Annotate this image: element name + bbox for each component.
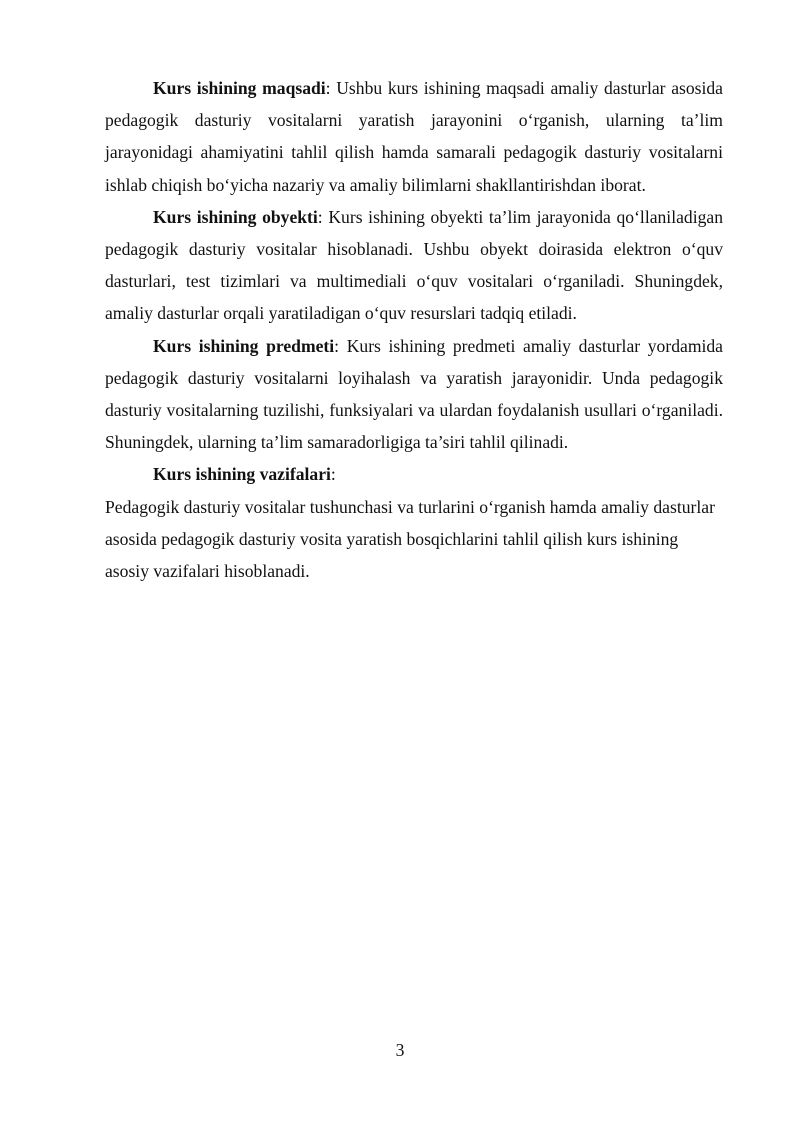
page-number: 3 <box>395 1040 405 1060</box>
page-content <box>105 72 723 587</box>
paragraph-goal <box>105 72 723 201</box>
paragraph-goal-separator: : <box>325 78 331 98</box>
paragraph-tasks-text: Pedagogik dasturiy vositalar tushunchasi va turlarini o‘rganish hamda amaliy dasturlar asosida pedagogik dasturiy vosita yaratish bosqichlarini tahlil qilish kurs ishining asosiy vazifalari hisoblanadi. <box>105 496 715 582</box>
paragraph-goal-heading: Kurs ishining maqsadi <box>153 78 326 98</box>
paragraph-object-heading: Kurs ishining obyekti <box>153 206 318 227</box>
paragraph-subject-separator: : <box>334 335 340 356</box>
paragraph-goal-text: Ushbu kurs ishining maqsadi amaliy dasturlar asosida pedagogik dasturiy vositalarni yaratish jarayonini o‘rganish, ularning ta’lim jarayonidagi ahamiyatini tahlil qilish hamda samarali pedagogik dasturiy vositalarni ishlab chiqish bo‘yicha nazariy va amaliy bilimlarni shakllantirishdan iborat. <box>105 78 723 195</box>
paragraph-tasks-heading: Kurs ishining vazifalari <box>153 464 331 485</box>
paragraph-object-separator: : <box>317 206 323 227</box>
paragraph-subject-heading: Kurs ishining predmeti <box>153 335 335 356</box>
paragraph-object-text: Kurs ishining obyekti ta’lim jarayonida qo‘llaniladigan pedagogik dasturiy vositalar hisoblanadi. Ushbu obyekt doirasida elektron o‘quv dasturlari, test tizimlari va multimediali o‘quv vositalari o‘rganiladi. Shuningdek, amaliy dasturlar orqali yaratiladigan o‘quv resurslari tadqiq etiladi. <box>105 206 723 324</box>
paragraph-subject <box>105 330 723 459</box>
paragraph-subject-text: Kurs ishining predmeti amaliy dasturlar yordamida pedagogik dasturiy vositalarni loyihalash va yaratish jarayonidir. Unda pedagogik dasturiy vositalarning tuzilishi, funksiyalari va ulardan foydalanish usullari o‘rganiladi. Shuningdek, ularning ta’lim samaradorligiga ta’siri tahlil qilinadi. <box>105 335 723 453</box>
paragraph-object <box>105 201 723 330</box>
paragraph-tasks-heading-line <box>105 458 723 490</box>
paragraph-tasks-separator: : <box>330 464 336 485</box>
